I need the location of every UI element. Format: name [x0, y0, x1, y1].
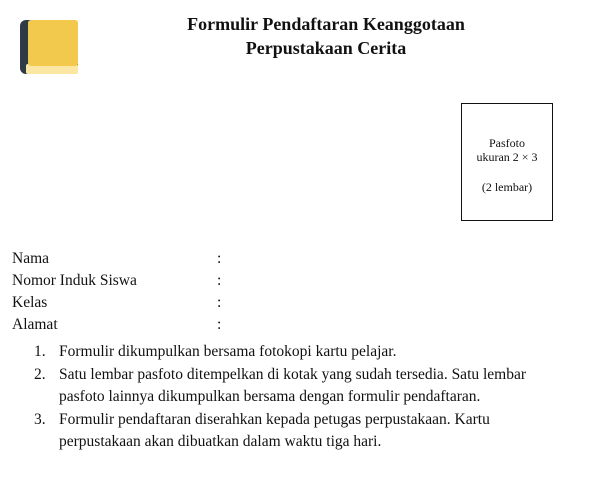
- instructions-list: [34, 341, 564, 454]
- list-item-text: Satu lembar pasfoto ditempelkan di kotak yang sudah tersedia. Satu lembar pasfoto lainnya dikumpulkan bersama dengan formulir pendaftaran.: [59, 365, 527, 405]
- field-separator: :: [217, 272, 222, 289]
- field-row-nama: [12, 248, 252, 270]
- field-label: Kelas: [12, 294, 48, 311]
- field-row-nomor-induk-siswa: [12, 270, 252, 292]
- list-item: [34, 409, 564, 454]
- list-item-text: Formulir dikumpulkan bersama fotokopi kartu pelajar.: [59, 343, 397, 360]
- field-label: Nomor Induk Siswa: [12, 272, 137, 289]
- list-item-number: 3.: [34, 410, 46, 428]
- form-fields: [12, 248, 252, 336]
- field-separator: :: [217, 294, 222, 311]
- title-line-1: Formulir Pendaftaran Keanggotaan: [187, 14, 465, 34]
- field-separator: :: [217, 250, 222, 267]
- field-label: Alamat: [12, 316, 58, 333]
- field-separator: :: [217, 316, 222, 333]
- list-item-number: 1.: [34, 343, 46, 360]
- photo-box: [461, 103, 553, 221]
- photo-box-line-2: ukuran 2 × 3: [476, 150, 538, 164]
- list-item-number: 2.: [34, 365, 46, 383]
- field-row-kelas: [12, 292, 252, 314]
- field-label: Nama: [12, 250, 50, 267]
- photo-box-line-1: Pasfoto: [489, 136, 525, 150]
- list-item: [34, 341, 564, 364]
- field-row-alamat: [12, 314, 252, 336]
- title-line-2: Perpustakaan Cerita: [245, 38, 407, 58]
- list-item: [34, 364, 564, 409]
- list-item-text: Formulir pendaftaran diserahkan kepada petugas perpustakaan. Kartu perpustakaan akan dibuatkan dalam waktu tiga hari.: [59, 410, 490, 450]
- photo-box-line-3: (2 lembar): [481, 180, 533, 194]
- book-icon: [18, 17, 80, 77]
- form-title: [120, 12, 532, 60]
